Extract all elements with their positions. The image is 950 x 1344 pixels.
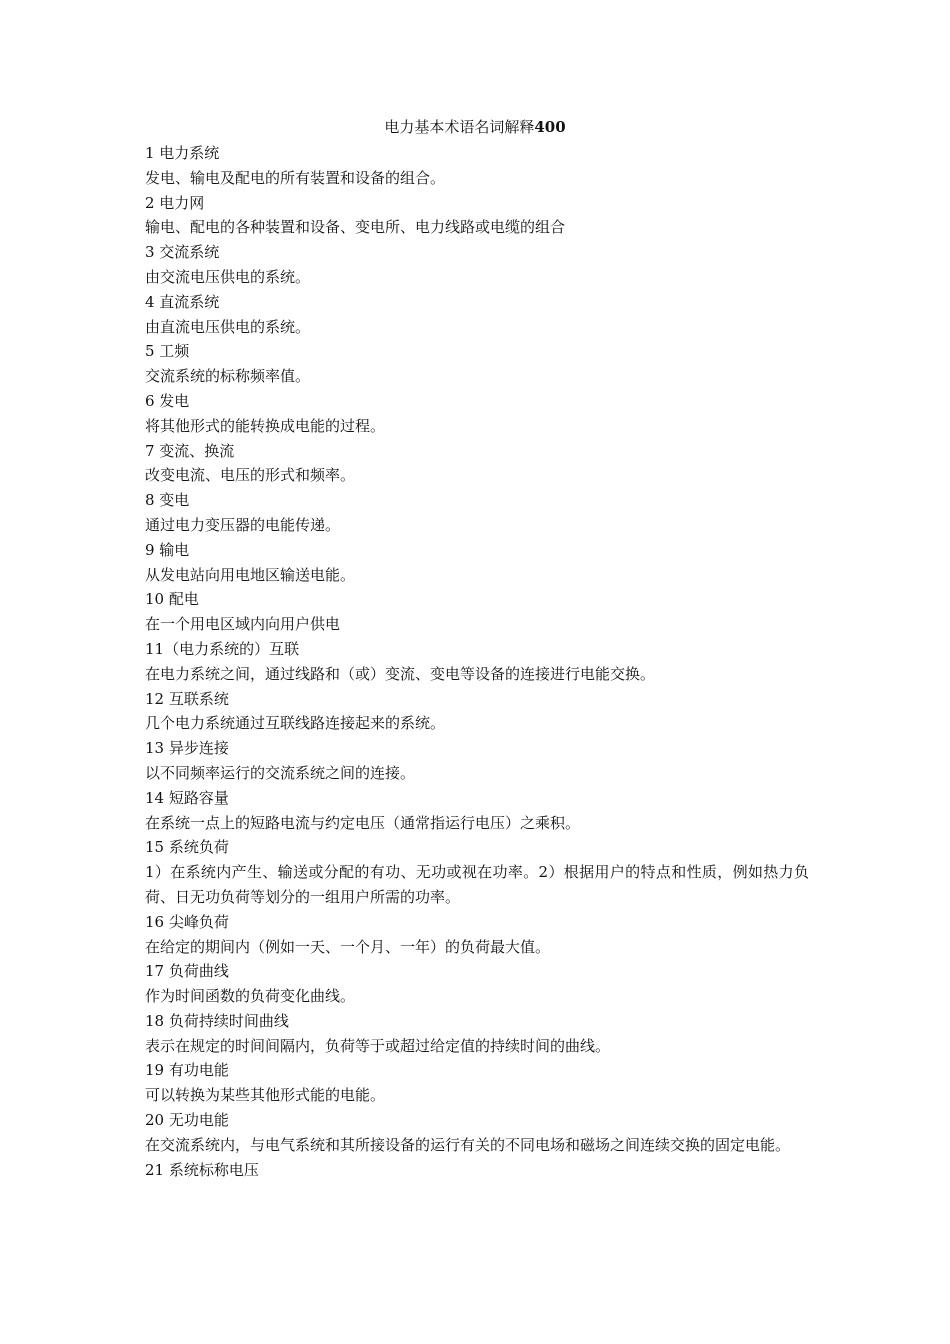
entry-term: 10 配电 [145, 590, 199, 609]
entry [145, 687, 809, 737]
entry-term: 20 无功电能 [145, 1111, 229, 1130]
entry [145, 439, 809, 489]
entry [145, 910, 809, 960]
entry [145, 637, 809, 687]
entry [145, 141, 809, 191]
entry-term: 12 互联系统 [145, 689, 229, 708]
entry [145, 1058, 809, 1108]
entry-term: 6 发电 [145, 391, 190, 410]
entry-term: 7 变流、换流 [145, 441, 235, 460]
entry [145, 488, 809, 538]
entry-term: 14 短路容量 [145, 788, 229, 807]
entry-term: 21 系统标称电压 [145, 1160, 259, 1179]
title-text: 电力基本术语名词解释 [384, 118, 535, 136]
entry-definition: 在电力系统之间，通过线路和（或）变流、变电等设备的连接进行电能交换。 [145, 664, 656, 683]
entry-term: 3 交流系统 [145, 243, 220, 262]
entry [145, 786, 809, 836]
entry [145, 290, 809, 340]
entry [145, 1108, 809, 1158]
entry-term: 11（电力系统的）互联 [145, 639, 300, 658]
entry [145, 389, 809, 439]
entry-term: 15 系统负荷 [145, 838, 229, 857]
entry-definition: 由直流电压供电的系统。 [145, 317, 311, 336]
entry-definition: 输电、配电的各种装置和设备、变电所、电力线路或电缆的组合 [145, 218, 566, 237]
entry-definition: 交流系统的标称频率值。 [145, 367, 311, 386]
entry [145, 587, 809, 637]
entry-definition: 在交流系统内，与电气系统和其所接设备的运行有关的不同电场和磁场之间连续交换的固定电能。 [145, 1135, 791, 1154]
entry-term: 9 输电 [145, 540, 190, 559]
entry [145, 736, 809, 786]
title-number: 400 [534, 118, 566, 136]
entry-definition: 将其他形式的能转换成电能的过程。 [145, 416, 386, 435]
entry-definition: 在一个用电区域内向用户供电 [145, 615, 341, 634]
entry-term: 8 变电 [145, 491, 190, 510]
entry-term: 2 电力网 [145, 193, 205, 212]
entry [145, 240, 809, 290]
entry [145, 339, 809, 389]
entry-definition: 表示在规定的时间间隔内，负荷等于或超过给定值的持续时间的曲线。 [145, 1036, 611, 1055]
entry-definition: 从发电站向用电地区输送电能。 [145, 565, 356, 584]
entry-definition: 在给定的期间内（例如一天、一个月、一年）的负荷最大值。 [145, 937, 551, 956]
entry-definition: 可以转换为某些其他形式能的电能。 [145, 1086, 386, 1105]
entry [145, 835, 809, 909]
entry [145, 959, 809, 1009]
entry-term: 4 直流系统 [145, 292, 220, 311]
entry-definition: 作为时间函数的负荷变化曲线。 [145, 987, 356, 1006]
entry-term: 5 工频 [145, 342, 190, 361]
document-title [0, 115, 950, 139]
entry-term: 16 尖峰负荷 [145, 912, 229, 931]
entry-definition: 以不同频率运行的交流系统之间的连接。 [145, 763, 416, 782]
entry-definition: 发电、输电及配电的所有装置和设备的组合。 [145, 168, 446, 187]
entry-term: 18 负荷持续时间曲线 [145, 1011, 289, 1030]
entry-definition: 在系统一点上的短路电流与约定电压（通常指运行电压）之乘积。 [145, 813, 581, 832]
entry-definition: 由交流电压供电的系统。 [145, 267, 311, 286]
entry [145, 191, 809, 241]
entry-term: 17 负荷曲线 [145, 962, 229, 981]
entry-definition: 1）在系统内产生、输送或分配的有功、无功或视在功率。2）根据用户的特点和性质，例如热力负荷、日无功负荷等划分的一组用户所需的功率。 [145, 863, 809, 906]
entry-definition: 几个电力系统通过互联线路连接起来的系统。 [145, 714, 446, 733]
entry-term: 19 有功电能 [145, 1061, 229, 1080]
entry-definition: 通过电力变压器的电能传递。 [145, 515, 341, 534]
entry [145, 538, 809, 588]
document-body [145, 141, 809, 1182]
entry [145, 1009, 809, 1059]
entry-definition: 改变电流、电压的形式和频率。 [145, 466, 356, 485]
entry-term: 13 异步连接 [145, 739, 229, 758]
entry [145, 1158, 809, 1183]
entry-term: 1 电力系统 [145, 144, 220, 162]
